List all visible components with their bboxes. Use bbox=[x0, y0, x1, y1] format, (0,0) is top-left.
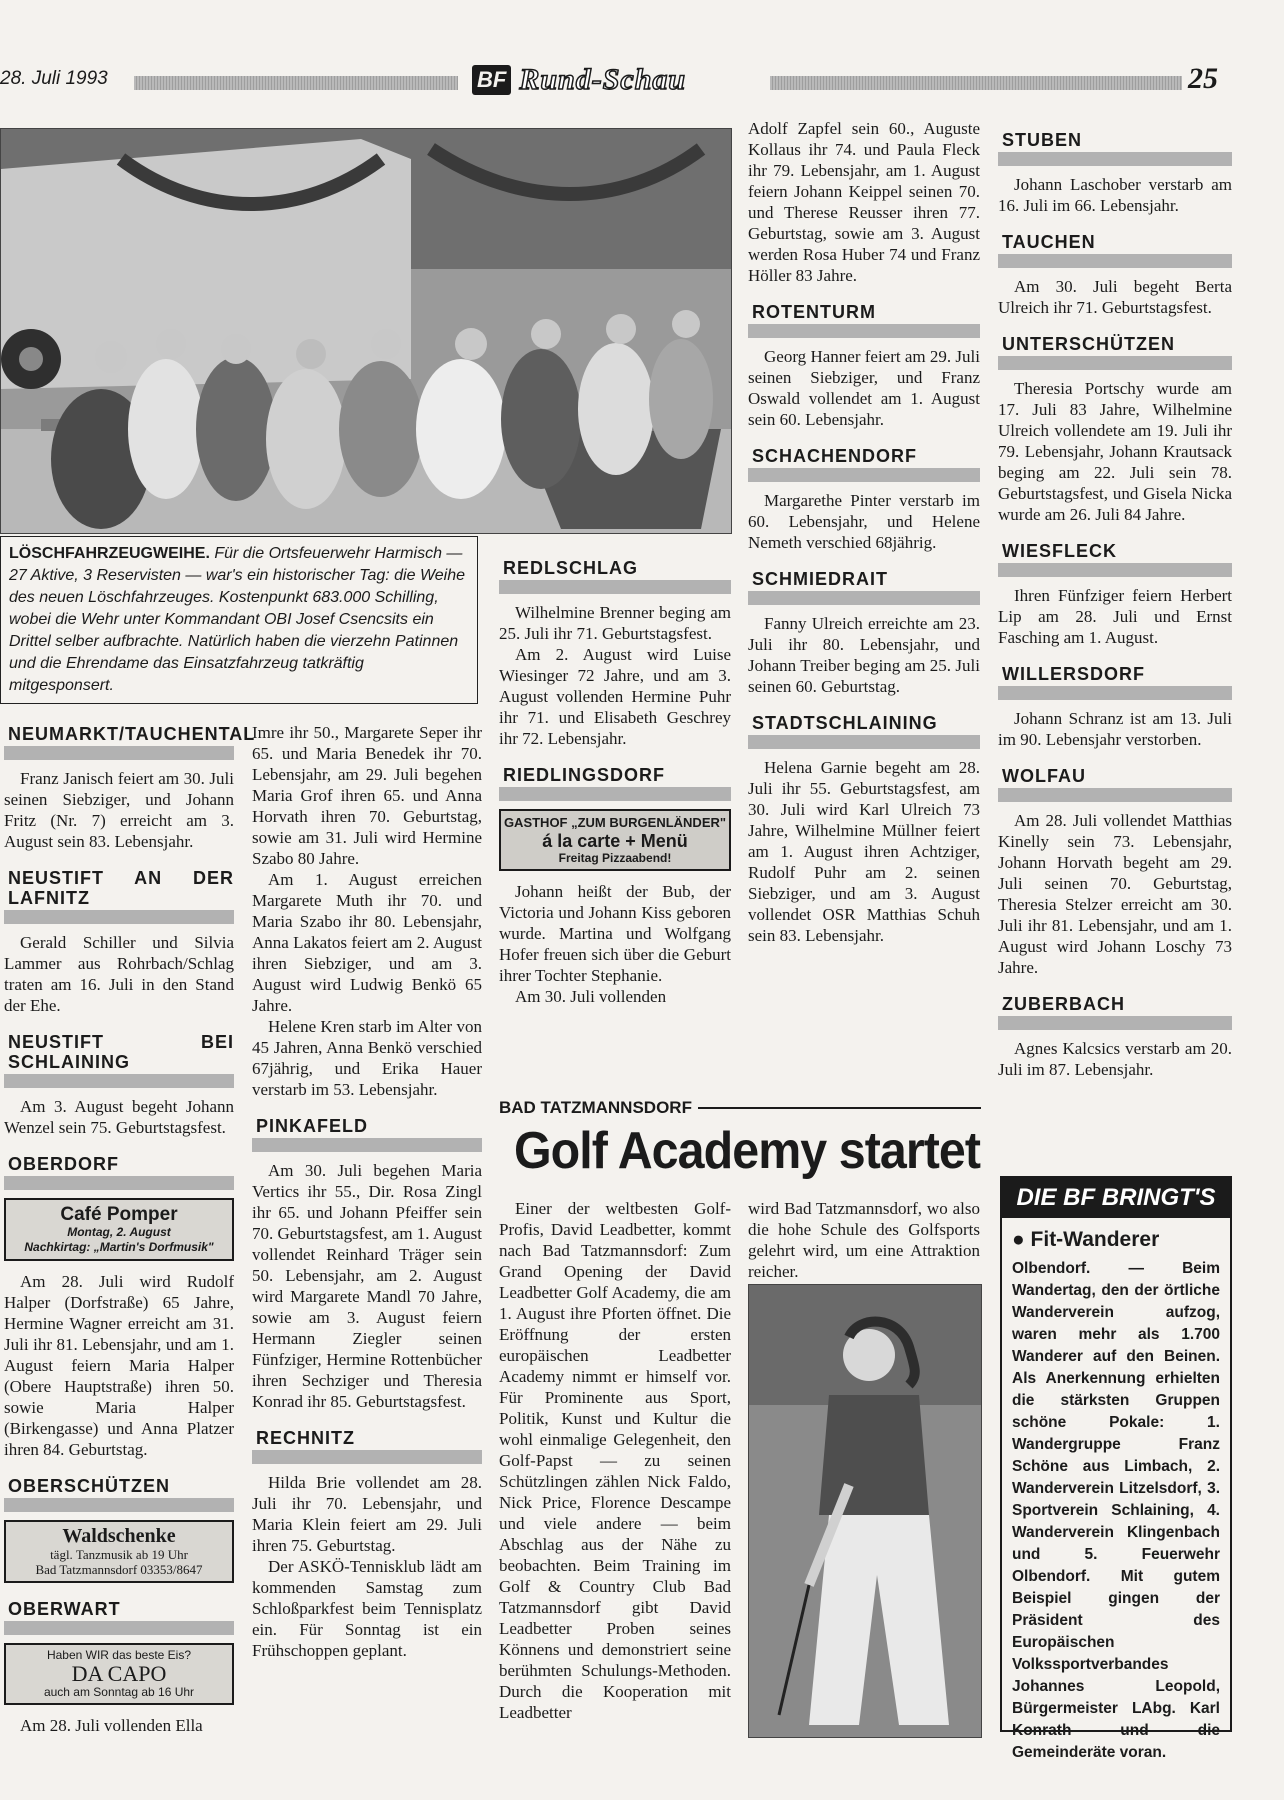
article-text: Imre ihr 50., Margarete Seper ihr 65. und Maria Benedek ihr 70. Lebensjahr, am 29. Juli begehen Maria Grof ihren 65. und Anna Horvath ihren 70. Geburtstag, sowie am 31. Juli wird Hermine Szabo 80 Jahre. bbox=[252, 723, 482, 868]
column-5 bbox=[998, 128, 1232, 1080]
box-text: Olbendorf. — Beim Wandertag, den der örtliche Wanderverein aufzog, waren mehr als 1.700 Wanderer auf den Beinen. Als Anerkennung erhielten die stärksten Gruppen schöne Pokale: 1. Wandergruppe Franz Schöne aus Limbach, 2. Wanderverein Litzelsdorf, 3. Sportverein Schlaining, 4. Wanderverein Klingenbach und 5. Feuerwehr Olbendorf. Mit gutem Beispiel gingen der Präsident des Europäischen Volkssportverbandes Johannes Leopold, Bürgermeister LAbg. Karl Konrath und die Gemeinderäte voran. bbox=[1012, 1260, 1220, 1761]
section-heading: SCHMIEDRAIT bbox=[748, 567, 980, 605]
article-text: Am 30. Juli begehen Maria Vertics ihr 55., Dir. Rosa Zingl ihr 65. und Johann Pfeiffer sein 70. Geburtstagsfest, am 1. August vollendet Reinhard Träger sein 50. Lebensjahr, am 2. August wird Margarete Mandl 70 Jahre, sowie am 3. August feiern Hermann Ziegler seinen Fünfziger, Hermine Rottenbücher ihren Sechziger und Theresia Konrad ihr 85. Geburtstagsfest. bbox=[252, 1161, 482, 1411]
ad-line: Freitag Pizzaabend! bbox=[558, 851, 672, 865]
column-3 bbox=[499, 556, 731, 1007]
golf-headline: Golf Academy startet bbox=[514, 1122, 981, 1180]
ad-title: á la carte + Menü bbox=[542, 831, 688, 851]
article-text: Agnes Kalcsics verstarb am 20. Juli im 87. Lebensjahr. bbox=[998, 1039, 1232, 1079]
section-heading: NEUSTIFT BEI SCHLAINING bbox=[4, 1030, 234, 1088]
article-text: Am 28. Juli vollendet Matthias Kinelly sein 73. Lebensjahr, Johann Horvath begeht am 29. Juli seinen 70. Geburtstag, Theresia Stelzer erreicht am 30. Juli ihr 81. Lebensjahr, und am 1. August wird Johann Loschy 73 Jahre. bbox=[998, 811, 1232, 977]
article-text: Der ASKÖ-Tennisklub lädt am kommenden Samstag zum Schloßparkfest beim Tennisplatz ein. Für Sonntag ist ein Frühschoppen geplant. bbox=[252, 1557, 482, 1660]
section-heading: OBERSCHÜTZEN bbox=[4, 1474, 234, 1512]
bf-bringts-box bbox=[1000, 1176, 1232, 1761]
article-text: Am 1. August erreichen Margarete Muth ihr 70. und Maria Szabo ihr 80. Lebensjahr, Anna Lakatos feiert am 2. August ihren Siebziger, und am 3. August wird Ludwig Benkö 65 Jahre. bbox=[252, 870, 482, 1015]
article-text: Am 2. August wird Luise Wiesinger 72 Jahre, und am 3. August vollenden Hermine Puhr ihr 71. und Elisabeth Geschrey ihr 72. Lebensjahr. bbox=[499, 645, 731, 748]
article-text: Helena Garnie begeht am 28. Juli ihr 55. Geburtstagsfest, am 30. Juli wird Karl Ulreich 73 Jahre, Wilhelmine Müllner feiert am 1. August ihren Achtziger, Rudolf Puhr am 2. seinen Siebziger, und am 3. August vollendet OSR Matthias Schuh sein 83. Lebensjahr. bbox=[748, 758, 980, 945]
ad-line: Haben WIR das beste Eis? bbox=[46, 1648, 192, 1662]
photo-caption bbox=[0, 536, 478, 704]
masthead-logo bbox=[466, 62, 692, 98]
section-heading: STUBEN bbox=[998, 128, 1232, 166]
kicker-text: BAD TATZMANNSDORF bbox=[499, 1098, 692, 1117]
article-text: Einer der weltbesten Golf-Profis, David Leadbetter, kommt nach Bad Tatzmannsdorf: Zum Grand Opening der David Leadbetter Golf Academy, die am 1. August ihre Pforten öffnet. Die Eröffnung der ersten europäischen Leadbetter Academy nimmt er himself vor. Für Prominente aus Sport, Politik, Kunst und Kultur die wohl einmalige Gelegenheit, den Golf-Papst — zu seinen Schützlingen zählen Nick Faldo, Nick Price, Florence Descampe und viele andere — beim Abschlag aus der Nähe zu beobachten. Beim Training im Golf & Country Club Bad Tatzmannsdorf gibt David Leadbetter Proben seines Könnens und demonstriert seine berühmten Schulungs-Methoden. Durch die Kooperation mit Leadbetter bbox=[499, 1199, 731, 1722]
box-subtitle-text: Fit-Wanderer bbox=[1030, 1228, 1160, 1251]
header-rule-right bbox=[770, 76, 1182, 90]
article-text: Georg Hanner feiert am 29. Juli seinen Siebziger, und Franz Oswald vollendet am 1. August sein 60. Lebensjahr. bbox=[748, 347, 980, 429]
article-text: Ihren Fünfziger feiern Herbert Lip am 28. Juli und Ernst Fasching am 1. August. bbox=[998, 586, 1232, 647]
article-text: Adolf Zapfel sein 60., Auguste Kollaus ihr 74. und Paula Fleck ihr 79. Lebensjahr, am 1. August feiern Johann Keippel seinen 70. und Therese Reusser ihren 77. Geburtstag, sowie am 3. August werden Rosa Huber 74 und Franz Höller 83 Jahre. bbox=[748, 119, 980, 285]
section-heading: NEUSTIFT AN DER LAFNITZ bbox=[4, 866, 234, 924]
section-heading: WOLFAU bbox=[998, 764, 1232, 802]
section-heading: WILLERSDORF bbox=[998, 662, 1232, 700]
section-heading: TAUCHEN bbox=[998, 230, 1232, 268]
section-heading: OBERDORF bbox=[4, 1152, 234, 1190]
article-text: Theresia Portschy wurde am 17. Juli 83 Jahre, Wilhelmine Ulreich vollendete am 19. Juli ihr 79. Lebensjahr, Johann Krautsack beging am 22. Juli sein 78. Geburtstagsfest, und Gisela Nicka wurde am 26. Juli 84 Jahre. bbox=[998, 379, 1232, 524]
article-text: wird Bad Tatzmannsdorf, wo also die hohe Schule des Golfsports gelehrt wird, um eine Attraktion reicher. bbox=[748, 1199, 980, 1281]
article-text: Gerald Schiller und Silvia Lammer aus Rohrbach/Schlag traten am 16. Juli in den Stand der Ehe. bbox=[4, 933, 234, 1015]
logo-bf: BF bbox=[472, 65, 511, 95]
ad-line: Montag, 2. August bbox=[67, 1225, 171, 1239]
box-title: DIE BF BRINGT'S bbox=[1002, 1178, 1230, 1218]
section-heading: REDLSCHLAG bbox=[499, 556, 731, 594]
article-text: Am 28. Juli vollenden Ella bbox=[20, 1716, 203, 1735]
article-text: Helene Kren starb im Alter von 45 Jahren, Anna Benkö verschied 67jährig, und Erika Hauer verstarb im 53. Lebensjahr. bbox=[252, 1017, 482, 1099]
ad-line: Bad Tatzmannsdorf 03353/8647 bbox=[35, 1562, 203, 1577]
ad-da-capo bbox=[4, 1643, 234, 1705]
article-text: Johann heißt der Bub, der Victoria und Johann Kiss geboren wurde. Martina und Wolfgang Hofer freuen sich über die Geburt ihrer Tochter Stephanie. bbox=[499, 882, 731, 985]
article-text: Am 30. Juli begeht Berta Ulreich ihr 71. Geburtstagsfest. bbox=[998, 277, 1232, 317]
caption-text: Für die Ortsfeuerwehr Harmisch — 27 Aktive, 3 Reservisten — war's ein historischer Tag: die Weihe des neuen Löschfahrzeuges. Kostenpunkt 683.000 Schilling, wobei die Wehr unter Kommandant OBI Josef Csencsits ein Drittel selber aufbrachte. Natürlich haben die vierzehn Patinnen und die Ehrendame das Einsatzfahrzeug tatkräftig mitgesponsert. bbox=[9, 545, 465, 694]
section-heading: UNTERSCHÜTZEN bbox=[998, 332, 1232, 370]
article-text: Hilda Brie vollendet am 28. Juli ihr 70. Lebensjahr, und Maria Klein feiert am 29. Juli ihren 75. Geburtstag. bbox=[252, 1473, 482, 1555]
article-text: Johann Schranz ist am 13. Juli im 90. Lebensjahr verstorben. bbox=[998, 709, 1232, 749]
page-number: 25 bbox=[1188, 62, 1218, 95]
ad-gasthof bbox=[499, 809, 731, 871]
ad-waldschenke bbox=[4, 1520, 234, 1583]
article-text: Fanny Ulreich erreichte am 23. Juli ihr 80. Lebensjahr, und Johann Treiber beging am 25. Juli seinen 60. Geburtstag. bbox=[748, 614, 980, 696]
ad-line: tägl. Tanzmusik ab 19 Uhr bbox=[50, 1547, 188, 1562]
box-subtitle bbox=[1002, 1218, 1230, 1258]
golf-kicker bbox=[499, 1098, 981, 1118]
article-text: Johann Laschober verstarb am 16. Juli im 66. Lebensjahr. bbox=[998, 175, 1232, 215]
bullet-icon: ● bbox=[1012, 1228, 1025, 1251]
ad-cafe-pomper bbox=[4, 1198, 234, 1261]
section-heading: ZUBERBACH bbox=[998, 992, 1232, 1030]
section-heading: SCHACHENDORF bbox=[748, 444, 980, 482]
article-text: Am 28. Juli wird Rudolf Halper (Dorfstraße) 65 Jahre, Hermine Wagner erreicht am 31. Juli ihr 81. Lebensjahr, und am 1. August feiern Maria Halper (Obere Hauptstraße) ihren 50. sowie Maria Halper (Birkengasse) und Anna Platzer ihren 84. Geburtstag. bbox=[4, 1272, 234, 1459]
golfer-photo bbox=[748, 1284, 982, 1738]
golf-body-left bbox=[499, 1198, 731, 1723]
ad-title: Waldschenke bbox=[62, 1525, 176, 1547]
section-heading: ROTENTURM bbox=[748, 300, 980, 338]
ad-line: GASTHOF „ZUM BURGENLÄNDER" bbox=[503, 815, 727, 830]
ad-title: DA CAPO bbox=[71, 1661, 167, 1686]
golf-body-right bbox=[748, 1198, 980, 1282]
column-1 bbox=[4, 722, 256, 1736]
article-text: Am 3. August begeht Johann Wenzel sein 75. Geburtstagsfest. bbox=[4, 1097, 234, 1137]
ad-line: Nachkirtag: „Martin's Dorfmusik" bbox=[24, 1240, 214, 1254]
article-text: Margarethe Pinter verstarb im 60. Lebensjahr, und Helene Nemeth verschied 68jährig. bbox=[748, 491, 980, 552]
article-text: Wilhelmine Brenner beging am 25. Juli ihr 71. Geburtstagsfest. bbox=[499, 603, 731, 643]
logo-name: Rund-Schau bbox=[519, 63, 687, 96]
ad-title: Café Pomper bbox=[60, 1204, 178, 1225]
column-2 bbox=[252, 722, 482, 1661]
section-heading: PINKAFELD bbox=[252, 1114, 482, 1152]
issue-date: 28. Juli 1993 bbox=[0, 68, 108, 89]
fire-truck-photo bbox=[0, 128, 732, 534]
section-heading: STADTSCHLAINING bbox=[748, 711, 980, 749]
kicker-rule bbox=[698, 1107, 981, 1109]
section-heading: RIEDLINGSDORF bbox=[499, 763, 731, 801]
section-heading: WIESFLECK bbox=[998, 539, 1232, 577]
section-heading: NEUMARKT/TAUCHENTAL bbox=[4, 722, 234, 760]
column-4 bbox=[748, 118, 980, 946]
golfer-illustration bbox=[749, 1285, 981, 1737]
section-heading: OBERWART bbox=[4, 1597, 234, 1635]
header-rule-left bbox=[134, 76, 458, 90]
article-text: Am 30. Juli vollenden bbox=[515, 987, 667, 1006]
ad-line: auch am Sonntag ab 16 Uhr bbox=[43, 1685, 195, 1699]
photo-illustration bbox=[1, 129, 731, 533]
caption-title: LÖSCHFAHRZEUGWEIHE. bbox=[9, 545, 210, 562]
article-text: Franz Janisch feiert am 30. Juli seinen Siebziger, und Johann Fritz (Nr. 7) erreicht am 3. August sein 83. Lebensjahr. bbox=[4, 769, 234, 851]
section-heading: RECHNITZ bbox=[252, 1426, 482, 1464]
